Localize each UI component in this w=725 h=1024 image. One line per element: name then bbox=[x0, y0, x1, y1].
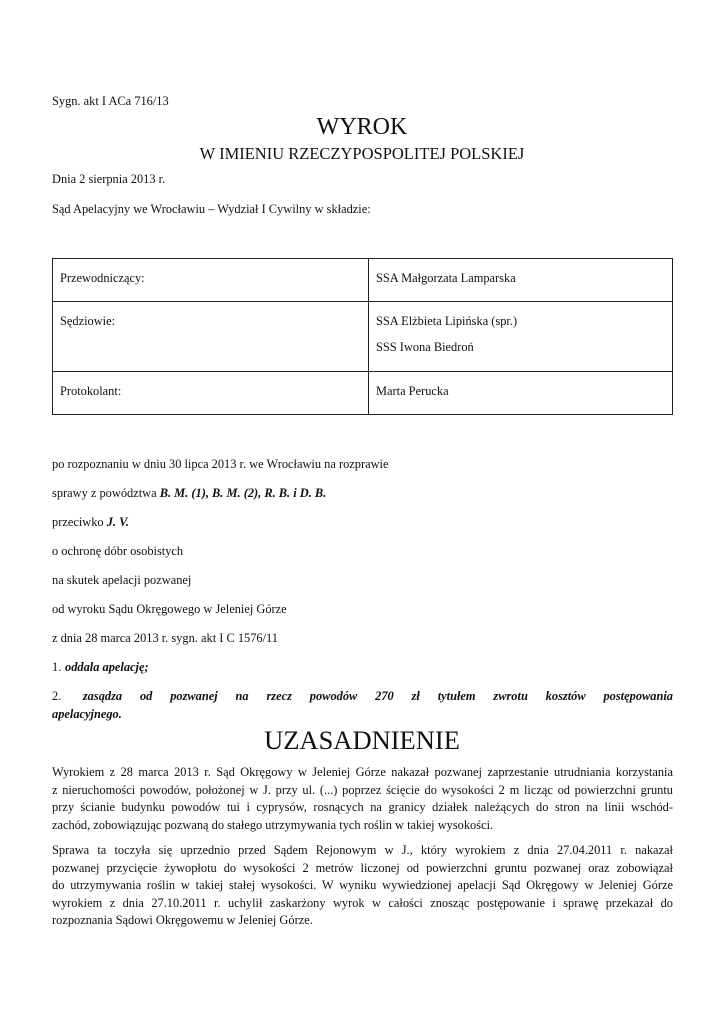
defendant-name: J. V. bbox=[106, 515, 129, 529]
judges-cell bbox=[369, 302, 673, 372]
plaintiffs-line bbox=[52, 486, 326, 501]
proceedings-line: po rozpoznaniu w dniu 30 lipca 2013 r. we Wrocławiu na rozprawie bbox=[52, 457, 389, 471]
paragraph-line: zachód, zobowiązując pozwaną do stałego utrzymywania tych roślin w takiej wysokości. bbox=[52, 817, 494, 832]
presiding-row bbox=[53, 259, 673, 302]
paragraph-line: pozwanej przycięcie żywopłotu do wysokości 2 metrów liczonej od powierzchni gruntu pozwanej oraz zobowiązał bbox=[52, 860, 673, 875]
judges-row bbox=[53, 302, 673, 372]
ruling-number: 2. bbox=[52, 689, 62, 703]
justification-paragraph-1 bbox=[52, 764, 673, 834]
ruling-number: 1. bbox=[52, 660, 62, 674]
paragraph-line: wyrokiem z dnia 27.10.2011 r. uchylił zaskarżony wyrok w całości znosząc postępowanie i sprawę przekazał do bbox=[52, 895, 673, 910]
presiding-label: Przewodniczący: bbox=[53, 259, 369, 302]
paragraph-line: przy ścianie budynku powodów tui i cyprysów, rosnących na granicy działek należących do stron na linii wschód- bbox=[52, 800, 673, 814]
justification-title: UZASADNIENIE bbox=[264, 725, 460, 755]
court-line: Sąd Apelacyjny we Wrocławiu – Wydział I Cywilny w składzie: bbox=[52, 202, 371, 216]
clerk-label: Protokolant: bbox=[53, 372, 369, 415]
ruling-text: apelacyjnego. bbox=[52, 706, 122, 721]
ruling-text: oddala apelację; bbox=[65, 660, 149, 674]
case-signature: Sygn. akt I ACa 716/13 bbox=[52, 94, 169, 108]
clerk-value: Marta Perucka bbox=[369, 372, 673, 415]
ruling-text: zasądza od pozwanej na rzecz powodów 270 zł tytułem zwrotu kosztów postępowania bbox=[82, 689, 673, 703]
paragraph-line: z nieruchomości powodów, położonej w J. przy ul. (...) poprzez ścięcie do wysokości 2 m licząc od powierzchni gruntu bbox=[52, 782, 673, 797]
date-line: Dnia 2 sierpnia 2013 r. bbox=[52, 172, 166, 186]
judge-name: SSS Iwona Biedroń bbox=[376, 339, 474, 354]
ruling-item-2 bbox=[52, 688, 673, 723]
plaintiffs-names: B. M. (1), B. M. (2), R. B. i D. B. bbox=[159, 486, 327, 500]
justification-paragraph-2 bbox=[52, 842, 673, 930]
subject-line: o ochronę dóbr osobistych bbox=[52, 544, 184, 558]
clerk-row bbox=[53, 372, 673, 415]
plaintiffs-prefix: sprawy z powództwa bbox=[52, 486, 160, 500]
judgment-title: WYROK bbox=[316, 114, 408, 140]
paragraph-line: rozpoznania Sądowi Okręgowemu w Jeleniej Górze. bbox=[52, 913, 313, 927]
paragraph-line: Wyrokiem z 28 marca 2013 r. Sąd Okręgowy w Jeleniej Górze nakazał pozwanej zaprzestanie utrudniania korzystania bbox=[52, 765, 673, 779]
judges-label: Sędziowie: bbox=[53, 302, 369, 372]
defendant-prefix: przeciwko bbox=[52, 515, 107, 529]
court-composition-table bbox=[52, 258, 673, 415]
judge-name: SSA Elżbieta Lipińska (spr.) bbox=[376, 314, 518, 328]
lower-court-signature-line: z dnia 28 marca 2013 r. sygn. akt I C 1576/11 bbox=[52, 631, 278, 645]
appeal-line: na skutek apelacji pozwanej bbox=[52, 573, 192, 587]
judgment-subtitle: W IMIENIU RZECZYPOSPOLITEJ POLSKIEJ bbox=[199, 144, 525, 163]
defendant-line bbox=[52, 515, 129, 530]
lower-court-line: od wyroku Sądu Okręgowego w Jeleniej Górze bbox=[52, 602, 287, 616]
presiding-value: SSA Małgorzata Lamparska bbox=[369, 259, 673, 302]
paragraph-line: do utrzymywania roślin w takiej stałej wysokości. W wyniku wywiedzionej apelacji Sąd Okręgowy w Jeleniej Górze bbox=[52, 878, 673, 892]
ruling-item-1 bbox=[52, 660, 149, 675]
paragraph-line: Sprawa ta toczyła się uprzednio przed Sądem Rejonowym w J., który wyrokiem z dnia 27.04.2011 r. nakazał bbox=[52, 843, 673, 857]
ruling-line bbox=[52, 688, 673, 706]
